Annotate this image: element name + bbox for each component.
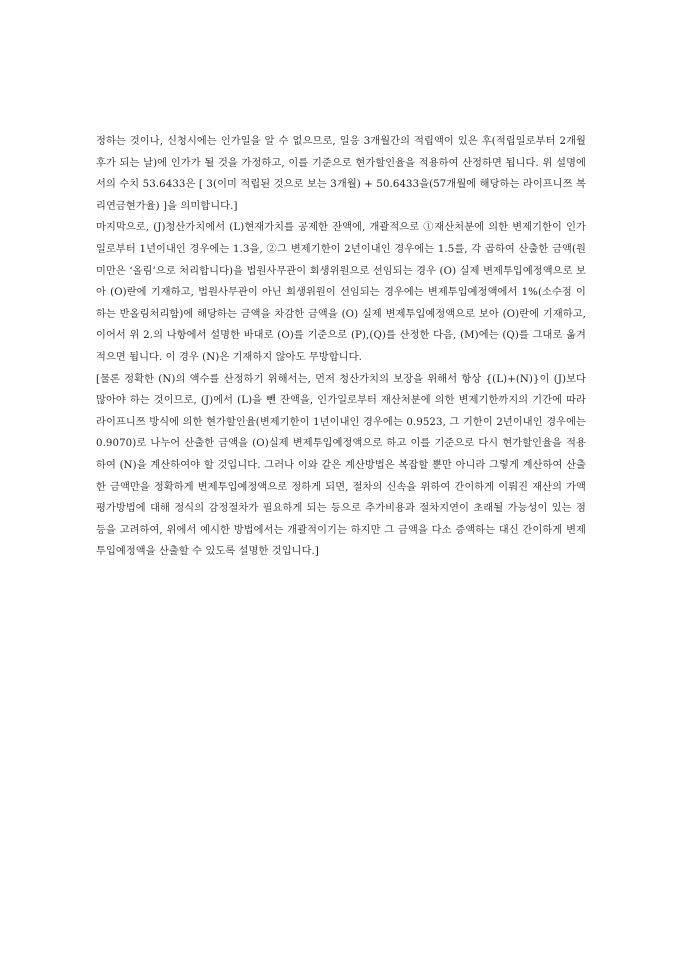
paragraph-1: 정하는 것이나, 신청시에는 인가일을 알 수 없으므로, 일응 3개월간의 적립액이 있은 후(적립일로부터 2개월 후가 되는 날)에 인가가 될 것을 가정하고, 이를 기준으로 현가할인율을 적용하여 산정하면 됩니다. 위 설명에서의 수치 53.6433은 [ 3(이미 적립된 것으로 보는 3개월) + 50.6433을(57개월에 해당하는 라이프니쯔 복리연금현가율) ]을 의미합니다.]: [96, 136, 586, 212]
document-body: [96, 131, 586, 563]
paragraph-3: [물론 정확한 (N)의 액수를 산정하기 위해서는, 먼저 청산가치의 보장을 위해서 항상 {(L)+(N)}이 (J)보다 많아야 하는 것이므로, (J)에서 (L)을 뺀 잔액을, 인가일로부터 재산처분에 의한 변제기한까지의 기간에 따라 라이프니쯔 방식에 의한 현가할인율(변제기한이 1년이내인 경우에는 0.9523, 그 기한이 2년이내인 경우에는 0.9070)로 나누어 산출한 금액을 (O)실제 변제투입예정액으로 하고 이를 기준으로 다시 현가할인율을 적용하여 (N)을 계산하여야 할 것입니다. 그러나 이와 같은 계산방법은 복잡할 뿐만 아니라 그렇게 계산하여 산출한 금액만을 정확하게 변제투입예정액으로 정하게 되면, 절차의 신속을 위하여 간이하게 이뤄진 재산의 가액평가방법에 대해 정식의 감정절차가 필요하게 되는 등으로 추가비용과 절차지연이 초래될 가능성이 있는 점 등을 고려하여, 위에서 예시한 방법에서는 개괄적이기는 하지만 그 금액을 다소 증액하는 대신 간이하게 변제투입예정액을 산출할 수 있도록 설명한 것입니다.]: [96, 373, 586, 558]
paragraph-2: 마지막으로, (J)청산가치에서 (L)현재가치를 공제한 잔액에, 개괄적으로 ①재산처분에 의한 변제기한이 인가일로부터 1년이내인 경우에는 1.3을, ②그 변제기한이 2년이내인 경우에는 1.5를, 각 곱하여 산출한 금액(원 미만은 ‘올림’으로 처리합니다)을 법원사무관이 회생위원으로 선임되는 경우 (O) 실제 변제투입예정액으로 보아 (O)란에 기재하고, 법원사무관이 아닌 회생위원이 선임되는 경우에는 변제투입예정액에서 1%(소수점 이하는 반올림처리함)에 해당하는 금액을 차감한 금액을 (O) 실제 변제투입예정액으로 보아 (O)란에 기재하고, 이어서 위 2.의 나항에서 설명한 바대로 (O)를 기준으로 (P),(Q)를 산정한 다음, (M)에는 (Q)를 그대로 옮겨 적으면 됩니다. 이 경우 (N)은 기재하지 않아도 무방합니다.: [96, 222, 586, 363]
